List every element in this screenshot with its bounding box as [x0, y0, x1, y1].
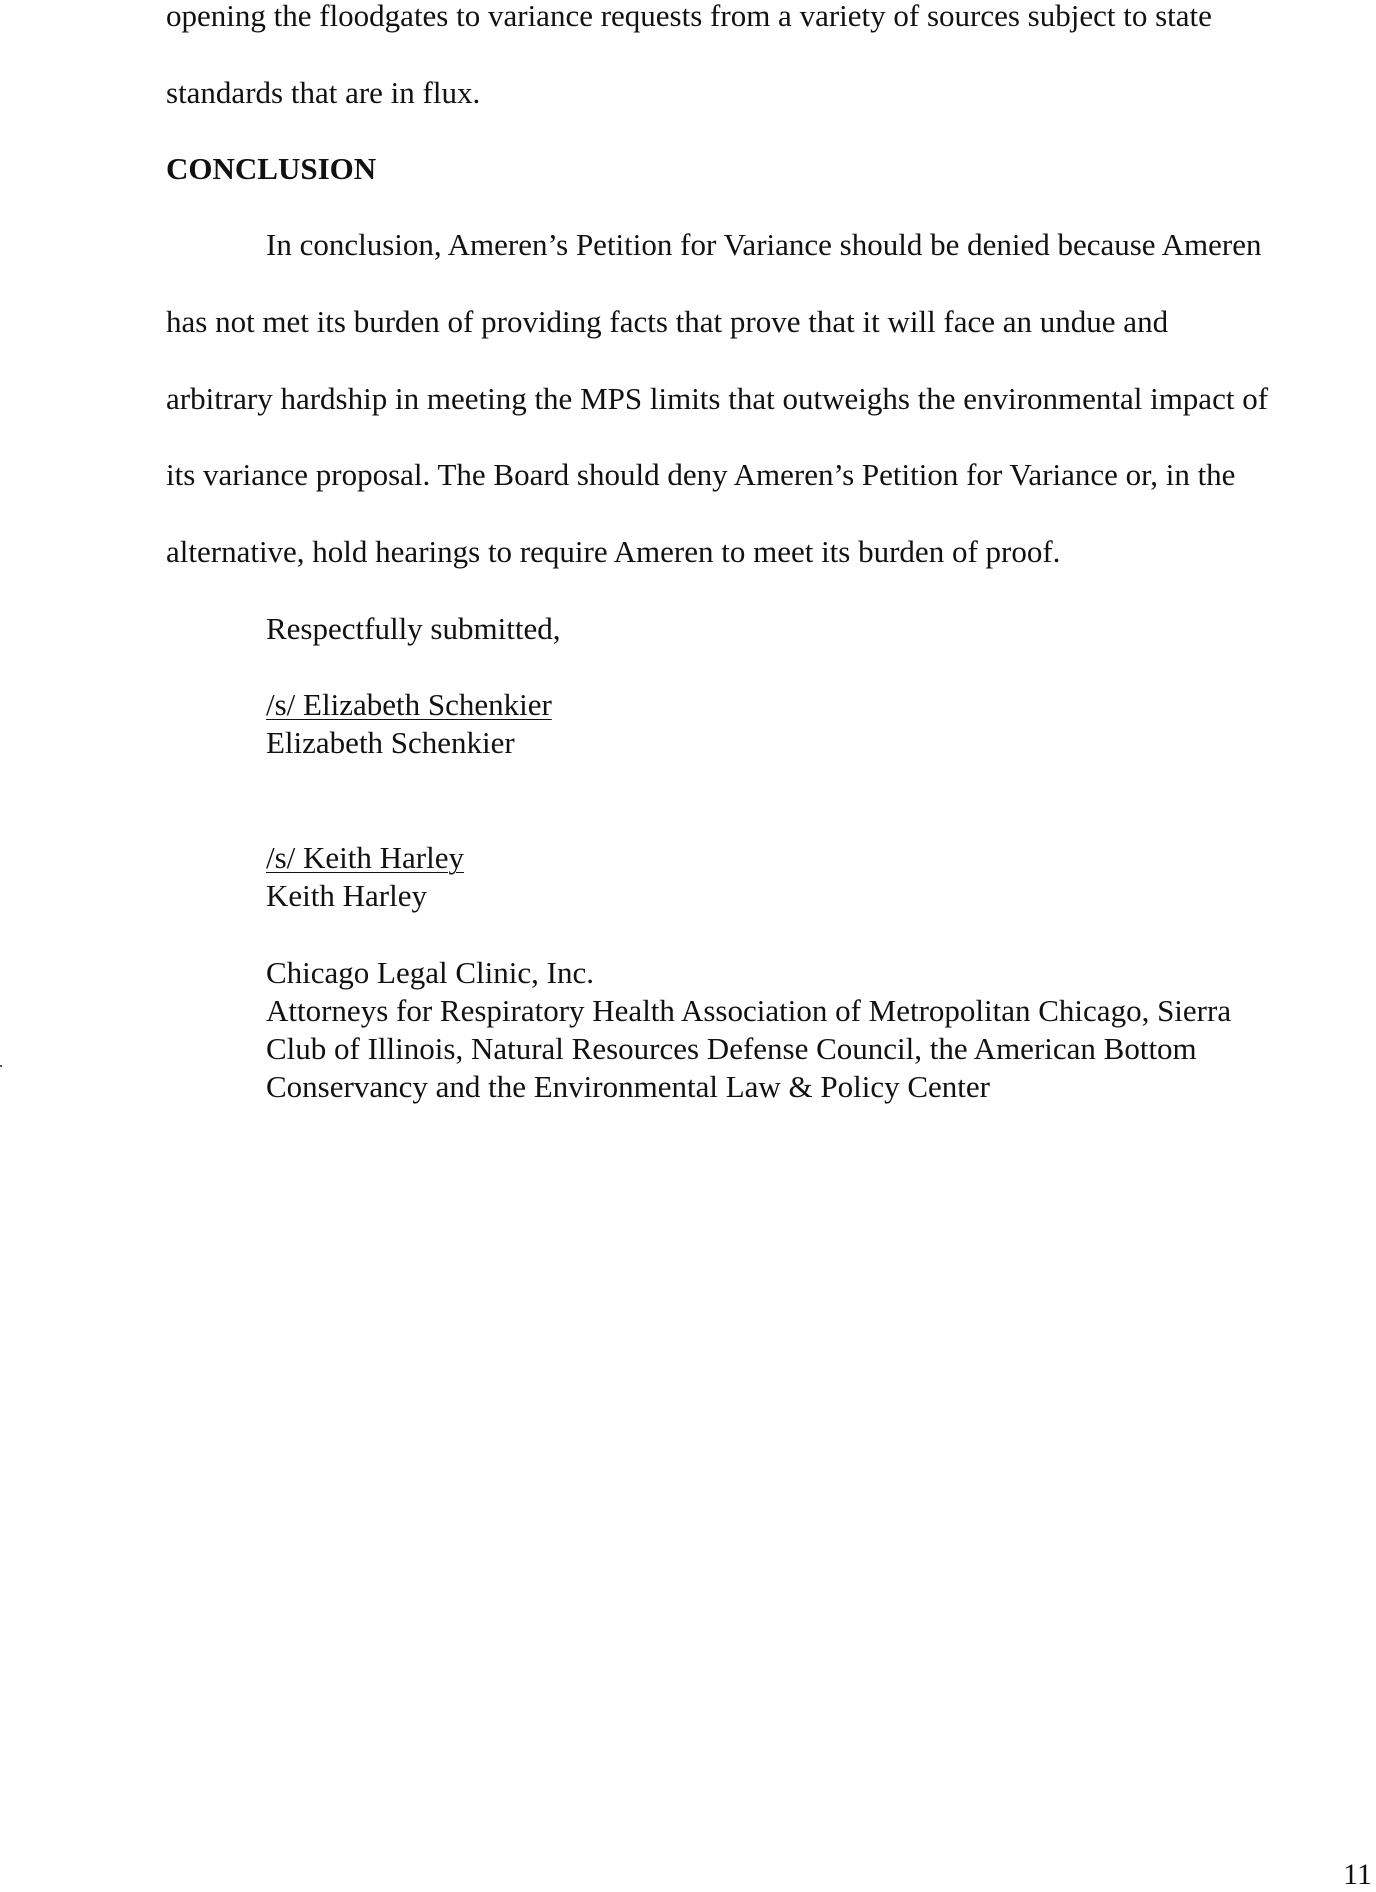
signature-1: /s/ Elizabeth Schenkier	[266, 687, 552, 722]
attorneys-for-line-2: Club of Illinois, Natural Resources Defense Council, the American Bottom	[266, 1031, 1197, 1066]
scan-edge-mark	[0, 1065, 2, 1067]
signer-name-2: Keith Harley	[266, 878, 427, 913]
continuation-line-2: standards that are in flux.	[166, 75, 481, 110]
signature-2: /s/ Keith Harley	[266, 840, 465, 875]
closing-salutation: Respectfully submitted,	[266, 611, 561, 646]
section-heading: CONCLUSION	[166, 151, 377, 186]
conclusion-line-5: alternative, hold hearings to require Ameren to meet its burden of proof.	[166, 534, 1061, 569]
attorneys-for-line-3: Conservancy and the Environmental Law & Policy Center	[266, 1069, 991, 1104]
conclusion-line-1: In conclusion, Ameren’s Petition for Variance should be denied because Ameren	[266, 227, 1262, 262]
firm-name: Chicago Legal Clinic, Inc.	[266, 955, 594, 990]
continuation-line-1: opening the floodgates to variance requests from a variety of sources subject to state	[166, 0, 1212, 33]
conclusion-line-2: has not met its burden of providing facts that prove that it will face an undue and	[166, 304, 1169, 339]
page-number: 11	[1343, 1858, 1372, 1891]
attorneys-for-line-1: Attorneys for Respiratory Health Association of Metropolitan Chicago, Sierra	[266, 993, 1232, 1028]
conclusion-line-3: arbitrary hardship in meeting the MPS limits that outweighs the environmental impact of	[166, 381, 1269, 416]
conclusion-line-4: its variance proposal. The Board should deny Ameren’s Petition for Variance or, in the	[166, 457, 1236, 492]
signer-name-1: Elizabeth Schenkier	[266, 725, 515, 760]
